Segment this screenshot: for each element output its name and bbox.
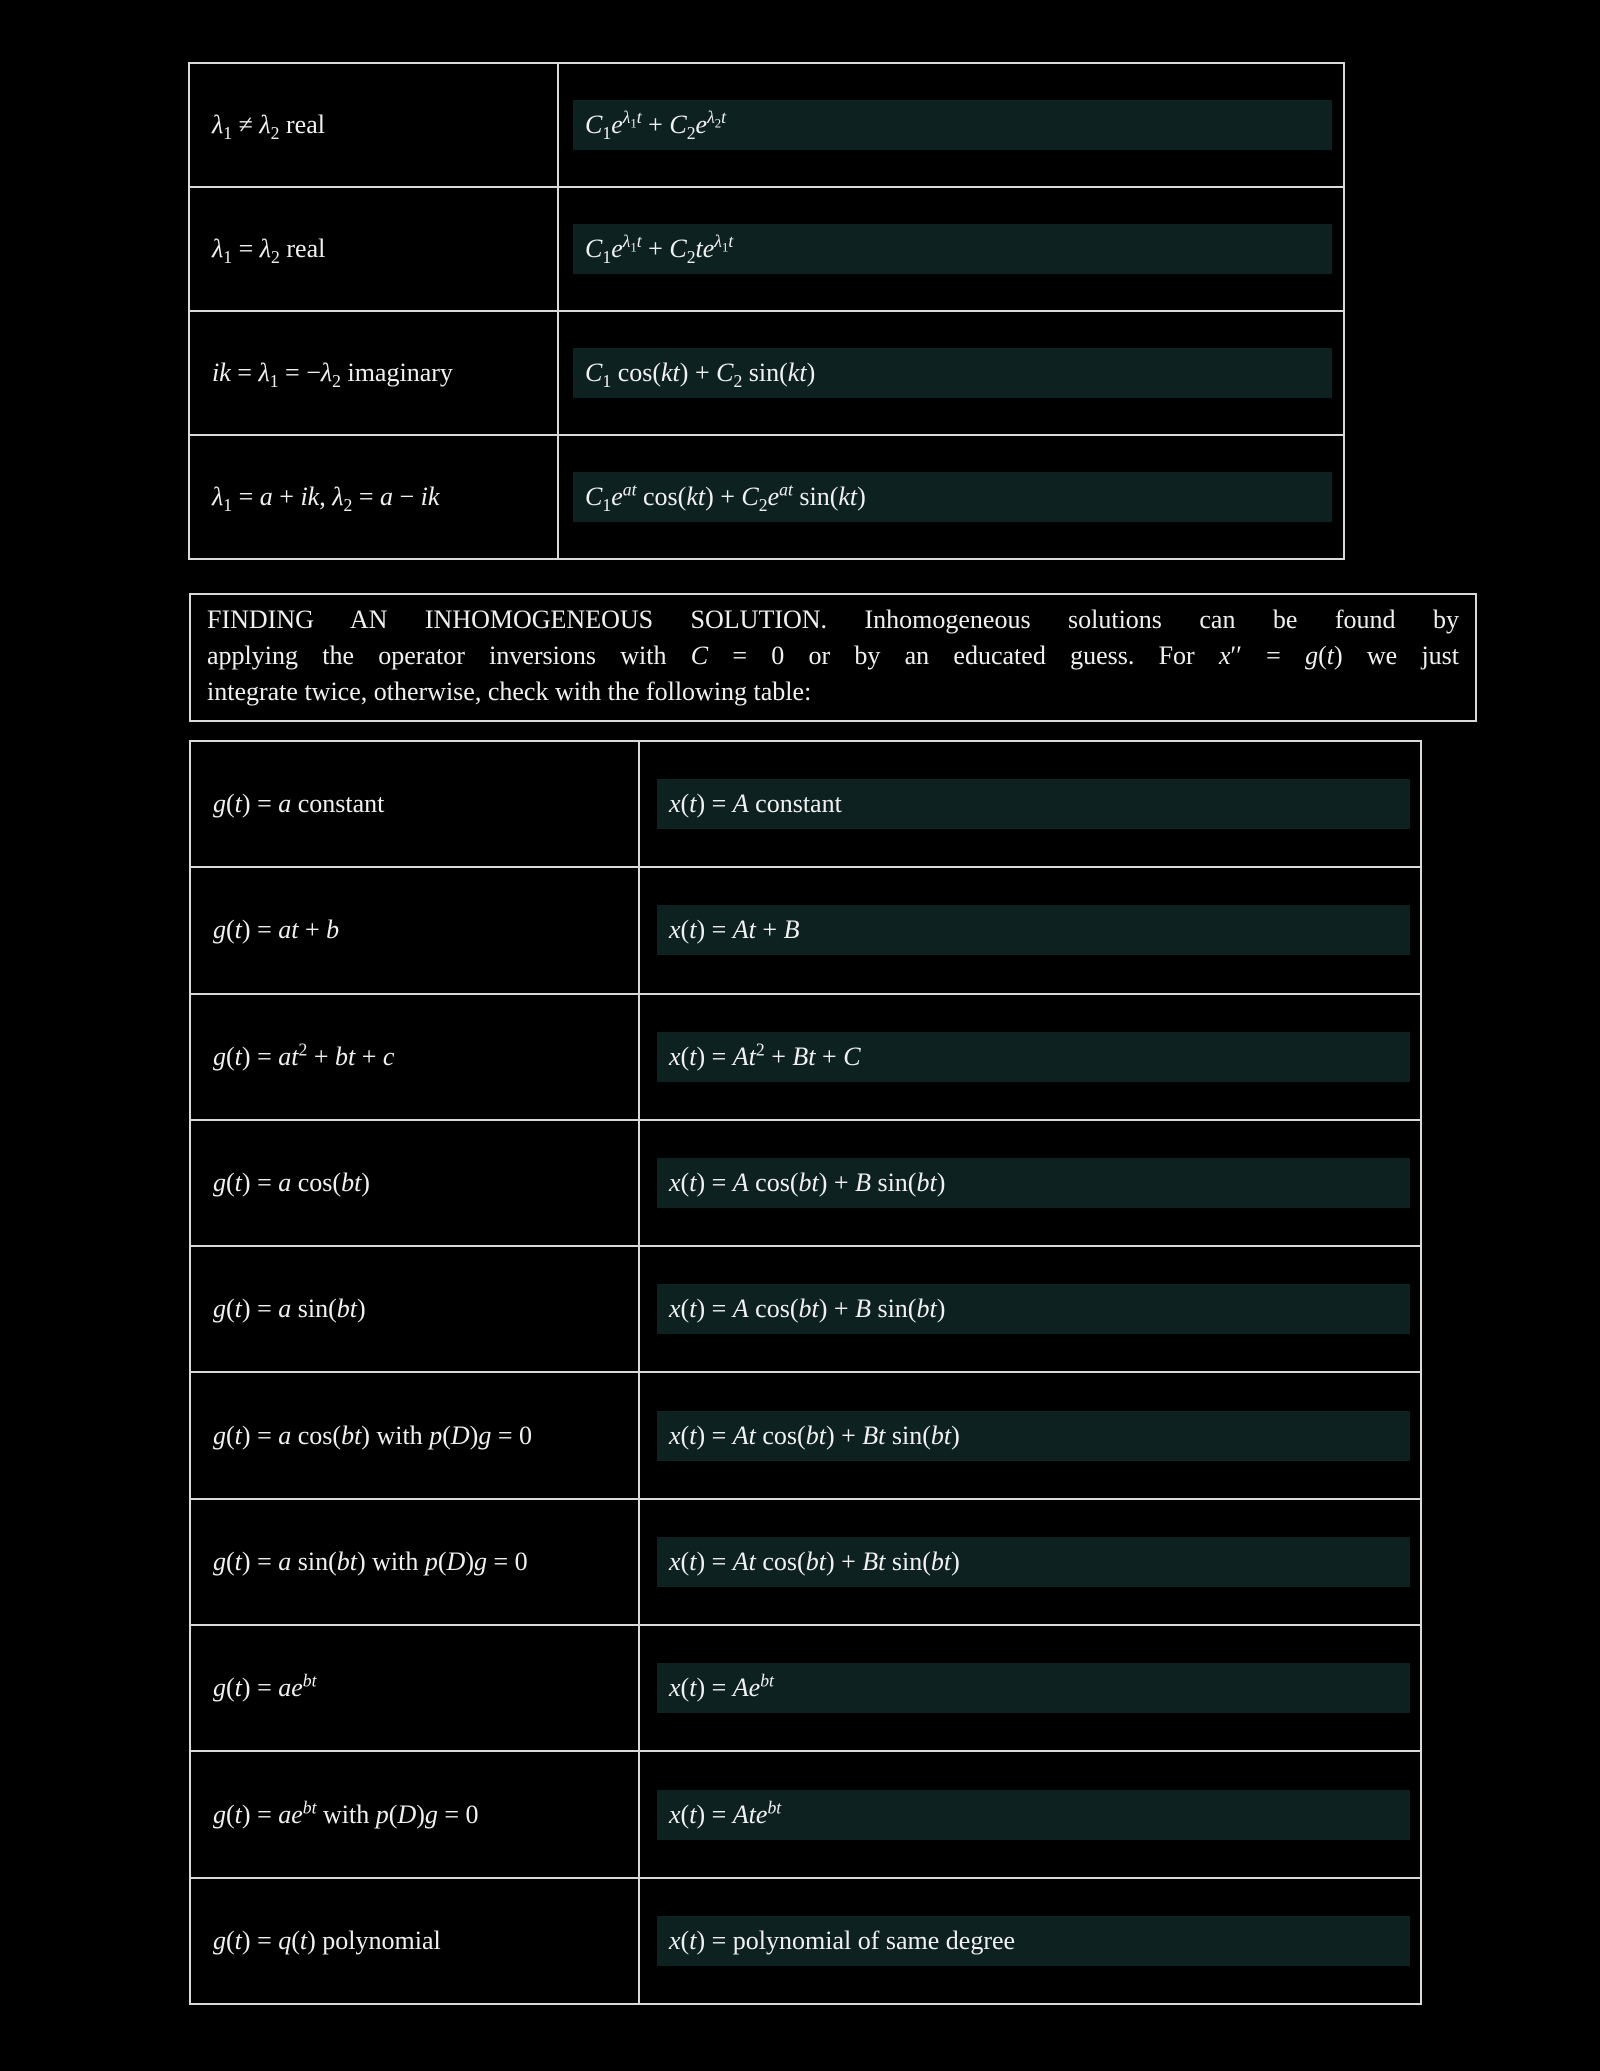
homogeneous-solution-formula: $C_1e^{\lambda_1t} + C_2te^{\lambda_1t}$ <box>573 224 1332 274</box>
note-line-2: applying the operator inversions with C = 0 or by an educated guess. For x′′ = g(t) we just <box>207 641 1460 670</box>
forcing-term-cell <box>191 1121 640 1245</box>
homogeneous-solution-cell <box>559 64 1343 186</box>
forcing-term-cell <box>191 995 640 1119</box>
forcing-term-formula: $g(t) = ae^{bt}$ with p(D)g = 0 <box>213 1796 479 1829</box>
eigenvalue-case-cell <box>190 312 559 434</box>
table-row <box>190 310 1343 434</box>
forcing-term-formula: g(t) = a sin(bt) <box>213 1294 366 1324</box>
particular-solution-formula: x(t) = At cos(bt) + Bt sin(bt) <box>657 1411 1410 1461</box>
forcing-term-cell <box>191 1879 640 2003</box>
particular-solution-cell <box>640 1247 1420 1371</box>
forcing-term-formula: g(t) = a sin(bt) with p(D)g = 0 <box>213 1546 528 1576</box>
particular-solution-formula: x(t) = At cos(bt) + Bt sin(bt) <box>657 1537 1410 1587</box>
homogeneous-solution-formula: $C_1$ $\cos(kt) + C_2$ sin(kt) <box>573 348 1332 398</box>
forcing-term-formula: g(t) = a constant <box>213 789 385 819</box>
homogeneous-solution-formula: $C_1e^{\lambda_1t} + C_2e^{\lambda_2t}$ <box>573 100 1332 150</box>
particular-solution-formula: x(t) = Ate$^{bt}$ <box>657 1790 1410 1840</box>
table-row <box>191 742 1420 866</box>
eigenvalue-case-formula: $\lambda_1 \ne \lambda_2$ real <box>212 110 325 144</box>
forcing-term-cell <box>191 1247 640 1371</box>
table-row <box>190 64 1343 186</box>
note-line-3: integrate twice, otherwise, check with the following table: <box>207 677 812 706</box>
homogeneous-solutions-table <box>188 62 1345 560</box>
table-row <box>191 1245 1420 1371</box>
table-row <box>190 434 1343 558</box>
homogeneous-solution-cell <box>559 188 1343 310</box>
note-line-1: FINDING AN INHOMOGENEOUS SOLUTION. Inhomogeneous solutions can be found by <box>207 605 1459 634</box>
table-row <box>191 1498 1420 1624</box>
particular-solution-formula: x(t) = A constant <box>657 779 1410 829</box>
eigenvalue-case-formula: $\lambda_1 = \lambda_2$ real <box>212 234 326 268</box>
table-row <box>190 186 1343 310</box>
forcing-term-cell <box>191 1626 640 1750</box>
eigenvalue-case-cell <box>190 64 559 186</box>
particular-solution-formula: $x(t) = Ae^{bt}$ <box>657 1663 1410 1713</box>
forcing-term-cell <box>191 1752 640 1876</box>
table-row <box>191 1877 1420 2003</box>
table-row <box>191 1750 1420 1876</box>
particular-solution-formula: x(t) = polynomial of same degree <box>657 1916 1410 1966</box>
forcing-term-cell <box>191 1373 640 1497</box>
table-row <box>191 1371 1420 1497</box>
forcing-term-cell <box>191 1500 640 1624</box>
particular-solution-cell <box>640 1121 1420 1245</box>
particular-solution-formula: x(t) = At + B <box>657 905 1410 955</box>
particular-solution-formula: x(t) = A cos(bt) + B sin(bt) <box>657 1158 1410 1208</box>
eigenvalue-case-formula: $\lambda_1 = a$ + ik, $\lambda_2 = a$ − ik <box>212 482 440 516</box>
eigenvalue-case-cell <box>190 436 559 558</box>
forcing-term-cell <box>191 868 640 992</box>
particular-solution-cell <box>640 995 1420 1119</box>
forcing-term-formula: g(t) = a cos(bt) <box>213 1168 370 1198</box>
particular-solution-cell <box>640 868 1420 992</box>
inhomogeneous-guess-table <box>189 740 1422 2005</box>
table-row <box>191 1119 1420 1245</box>
eigenvalue-case-cell <box>190 188 559 310</box>
forcing-term-formula: $g(t) = ae^{bt}$ <box>213 1670 317 1703</box>
forcing-term-formula: g(t) = at + b <box>213 915 340 945</box>
particular-solution-cell <box>640 742 1420 866</box>
particular-solution-cell <box>640 1879 1420 2003</box>
homogeneous-solution-cell <box>559 312 1343 434</box>
particular-solution-cell <box>640 1626 1420 1750</box>
eigenvalue-case-formula: ik = $\lambda_1 = -\lambda_2$ imaginary <box>212 358 453 392</box>
particular-solution-formula: x(t) = A cos(bt) + B sin(bt) <box>657 1284 1410 1334</box>
forcing-term-formula: g(t) = q(t) polynomial <box>213 1925 441 1955</box>
homogeneous-solution-formula: $C_1e^{at}$ $\cos(kt) + C_2e^{at}$ sin(kt) <box>573 472 1332 522</box>
particular-solution-cell <box>640 1500 1420 1624</box>
particular-solution-formula: $x(t) = At^2 + Bt + C$ <box>657 1032 1410 1082</box>
particular-solution-cell <box>640 1373 1420 1497</box>
forcing-term-formula: g(t) = a cos(bt) with p(D)g = 0 <box>213 1420 532 1450</box>
particular-solution-cell <box>640 1752 1420 1876</box>
forcing-term-formula: $g(t) = at^2$ + bt + c <box>213 1039 395 1071</box>
homogeneous-solution-cell <box>559 436 1343 558</box>
table-row <box>191 993 1420 1119</box>
table-row <box>191 1624 1420 1750</box>
table-row <box>191 866 1420 992</box>
inhomogeneous-solution-note <box>189 593 1477 722</box>
forcing-term-cell <box>191 742 640 866</box>
